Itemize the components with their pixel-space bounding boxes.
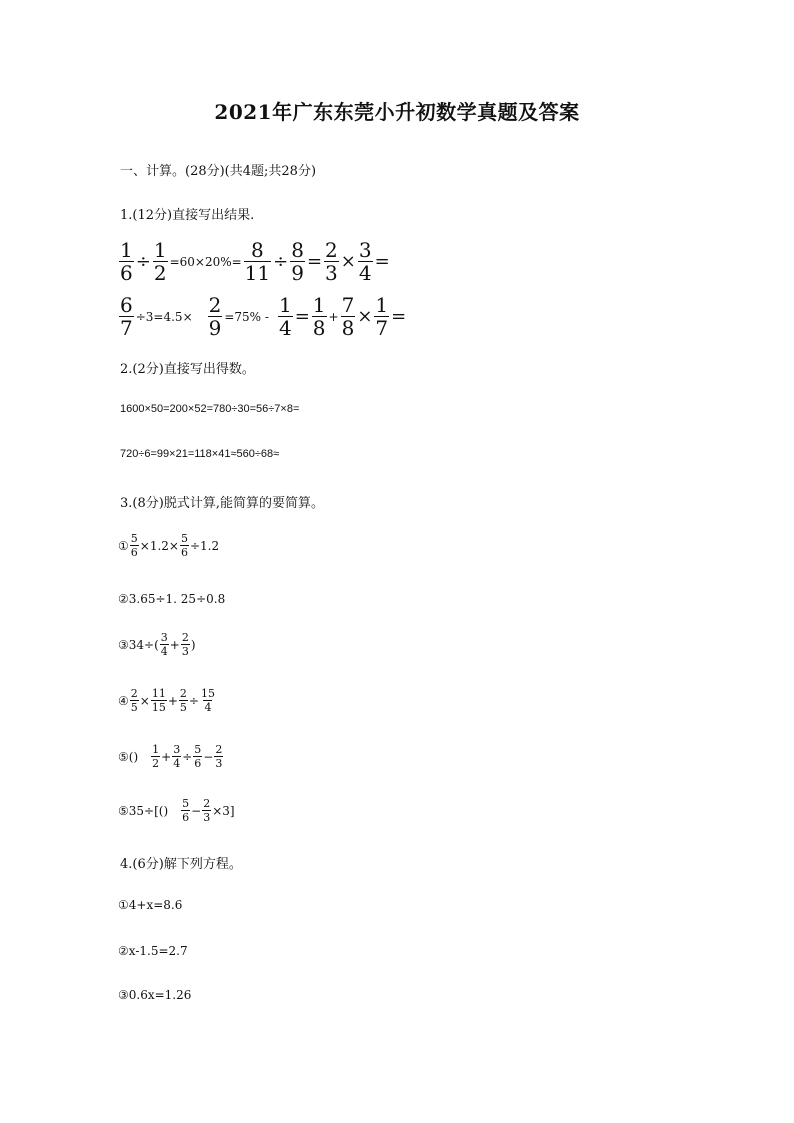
fraction: $\frac{5}{6}$ xyxy=(130,532,138,559)
operator: = xyxy=(374,251,390,272)
operator: = xyxy=(306,251,323,272)
question-2-label: 2.(2分)直接写出得数。 xyxy=(120,362,255,377)
fraction: $\frac{1}{7}$ xyxy=(375,293,389,340)
expression-text: ⑤35÷[() xyxy=(118,803,169,818)
fraction: $\frac{1}{2}$ xyxy=(153,238,167,285)
operator: + xyxy=(161,749,172,764)
section-heading: 一、计算。(28分)(共4题;共28分) xyxy=(120,164,317,179)
operator: × xyxy=(340,251,356,272)
q2-line-1: 1600×50=200×52=780÷30=56÷7×8= xyxy=(120,403,300,415)
operator: ÷ xyxy=(135,251,151,272)
equation-3: ③0.6x=1.26 xyxy=(118,988,192,1002)
fraction: $\frac{2}{5}$ xyxy=(130,687,138,714)
operator: − xyxy=(203,749,214,764)
operator: ÷ xyxy=(273,251,289,272)
question-1-label: 1.(12分)直接写出结果. xyxy=(120,208,255,223)
operator: ÷ xyxy=(188,693,199,708)
expression-text: ÷3=4.5× xyxy=(135,309,193,324)
expression-text: ③34÷( xyxy=(118,637,159,652)
operator: × xyxy=(357,306,373,327)
fraction: $\frac{1}{8}$ xyxy=(312,293,326,340)
expression-text: =75% - xyxy=(224,309,269,324)
fraction: $\frac{3}{4}$ xyxy=(160,631,168,658)
item-marker: ④ xyxy=(118,693,129,708)
fraction: $\frac{5}{6}$ xyxy=(194,743,202,770)
expression-text: ÷1.2 xyxy=(189,538,220,553)
fraction: $\frac{5}{6}$ xyxy=(180,532,188,559)
equation-1: ①4+x=8.6 xyxy=(118,898,183,912)
fraction: $\frac{2}{3}$ xyxy=(203,797,211,824)
fraction: $\frac{2}{3}$ xyxy=(215,743,223,770)
item-marker: ① xyxy=(118,538,129,553)
fraction: $\frac{1}{4}$ xyxy=(278,293,292,340)
q3-problem-5 xyxy=(118,744,224,769)
fraction: $\frac{11}{15}$ xyxy=(151,687,166,714)
fraction: $\frac{2}{3}$ xyxy=(325,238,338,285)
fraction: $\frac{1}{2}$ xyxy=(152,743,160,770)
equation-2: ②x-1.5=2.7 xyxy=(118,944,188,958)
operator: − xyxy=(191,803,202,818)
expression-text: ⑤() xyxy=(118,749,139,764)
operator: + xyxy=(328,309,339,324)
fraction: $\frac{8}{9}$ xyxy=(291,238,304,285)
q3-problem-3 xyxy=(118,632,196,657)
operator: × xyxy=(139,693,150,708)
q3-problem-2: ②3.65÷1. 25÷0.8 xyxy=(118,592,226,606)
fraction: $\frac{2}{5}$ xyxy=(179,687,187,714)
q2-line-2: 720÷6=99×21=118×41≈560÷68≈ xyxy=(120,448,280,460)
q3-problem-4 xyxy=(118,688,217,713)
operator: + xyxy=(167,693,178,708)
fraction: $\frac{1}{6}$ xyxy=(120,238,133,285)
operator: + xyxy=(169,637,180,652)
q1-line-1 xyxy=(118,240,391,283)
fraction: $\frac{2}{3}$ xyxy=(181,631,189,658)
fraction: $\frac{7}{8}$ xyxy=(341,293,355,340)
question-4-label: 4.(6分)解下列方程。 xyxy=(120,857,242,872)
question-3-label: 3.(8分)脱式计算,能简算的要简算。 xyxy=(120,496,324,511)
operator: = xyxy=(391,306,407,327)
fraction: $\frac{8}{11}$ xyxy=(244,238,271,285)
operator: ÷ xyxy=(182,749,193,764)
q1-line-2 xyxy=(118,295,407,338)
operator: = xyxy=(294,306,310,327)
expression-text: ×3] xyxy=(212,803,235,818)
fraction: $\frac{5}{6}$ xyxy=(182,797,190,824)
fraction: $\frac{2}{9}$ xyxy=(208,293,222,340)
expression-text: =60×20%= xyxy=(169,254,242,269)
expression-text: ×1.2× xyxy=(139,538,179,553)
fraction: $\frac{3}{4}$ xyxy=(173,743,181,770)
fraction: $\frac{15}{4}$ xyxy=(200,687,215,714)
q3-problem-1 xyxy=(118,533,219,558)
page-title: 2021年广东东莞小升初数学真题及答案 xyxy=(214,100,580,124)
fraction: $\frac{6}{7}$ xyxy=(120,293,133,340)
q3-problem-6 xyxy=(118,798,235,823)
fraction: $\frac{3}{4}$ xyxy=(358,238,372,285)
expression-text: ) xyxy=(190,637,196,652)
